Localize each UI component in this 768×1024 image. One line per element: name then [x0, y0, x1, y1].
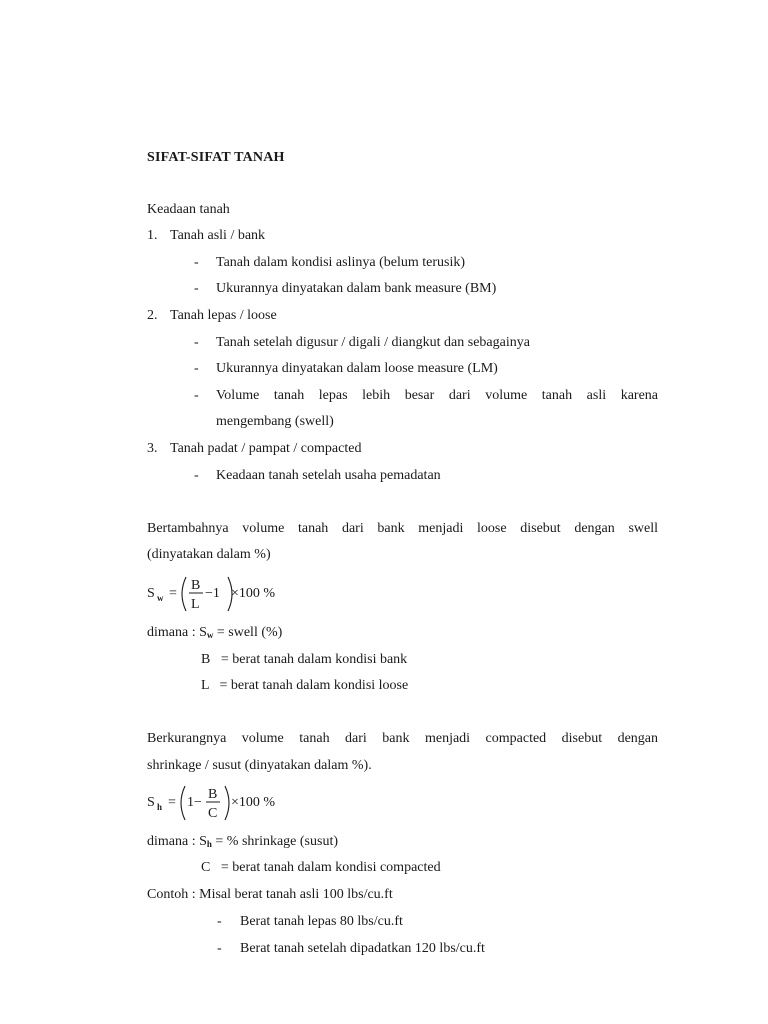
shrink-where-sub: h — [206, 839, 212, 849]
item-2-label: Tanah lepas / loose — [170, 308, 277, 323]
swell-formula-lhs: S — [147, 586, 155, 601]
bullet-dash: - — [194, 335, 199, 350]
swell-formula-equals: = — [169, 586, 177, 601]
swell-where-rest: = swell (%) — [213, 625, 283, 640]
shrink-formula-equals: = — [168, 795, 176, 810]
item-1-number: 1. — [147, 228, 158, 243]
shrink-formula-one-minus: 1− — [187, 795, 202, 810]
shrink-formula — [147, 783, 327, 823]
example-bullet-1: Berat tanah lepas 80 lbs/cu.ft — [240, 914, 403, 929]
bullet-dash: - — [217, 941, 222, 956]
bullet-dash: - — [194, 468, 199, 483]
shrink-formula-numerator: B — [208, 787, 218, 802]
swell-def-l: L = berat tanah dalam kondisi loose — [201, 678, 409, 693]
item-2-bullet-3-cont: mengembang (swell) — [216, 414, 334, 429]
swell-where-line — [147, 624, 282, 642]
shrink-formula-denominator: C — [208, 806, 218, 821]
item-3-number: 3. — [147, 441, 158, 456]
document-title: SIFAT-SIFAT TANAH — [147, 150, 285, 165]
bullet-dash: - — [217, 914, 222, 929]
shrink-where-line — [147, 833, 338, 851]
swell-formula-denominator: L — [191, 597, 200, 612]
item-2-number: 2. — [147, 308, 158, 323]
swell-formula-lhs-sub: w — [157, 593, 164, 603]
swell-paragraph-line-2: (dinyatakan dalam %) — [147, 547, 271, 562]
swell-formula-numerator: B — [191, 578, 201, 593]
shrink-formula-lhs: S — [147, 795, 155, 810]
shrink-paragraph-line-2: shrinkage / susut (dinyatakan dalam %). — [147, 758, 372, 773]
example-bullet-2: Berat tanah setelah dipadatkan 120 lbs/cu.ft — [240, 941, 485, 956]
shrink-paragraph-line-1: Berkurangnya volume tanah dari bank menjadi compacted disebut dengan — [147, 731, 658, 746]
item-3-bullet-1: Keadaan tanah setelah usaha pemadatan — [216, 468, 441, 483]
shrink-def-c: C = berat tanah dalam kondisi compacted — [201, 860, 441, 875]
swell-where-sub: w — [206, 630, 214, 640]
bullet-dash: - — [194, 361, 199, 376]
left-paren-icon — [181, 786, 185, 820]
item-3-label: Tanah padat / pampat / compacted — [170, 441, 362, 456]
swell-def-b: B = berat tanah dalam kondisi bank — [201, 652, 408, 667]
shrink-formula-tail: ×100 % — [231, 795, 276, 810]
shrink-formula-lhs-sub: h — [157, 802, 163, 812]
right-paren-icon — [225, 786, 229, 820]
shrink-where-rest: = % shrinkage (susut) — [211, 834, 339, 849]
item-1-bullet-1: Tanah dalam kondisi aslinya (belum terusik) — [216, 255, 466, 270]
bullet-dash: - — [194, 255, 199, 270]
item-2-bullet-3: Volume tanah lepas lebih besar dari volume tanah asli karena — [216, 388, 658, 403]
bullet-dash: - — [194, 281, 199, 296]
shrink-where-prefix: dimana : S — [147, 834, 207, 849]
left-paren-icon — [182, 577, 186, 611]
bullet-dash: - — [194, 388, 199, 403]
item-2-bullet-1: Tanah setelah digusur / digali / diangkut dan sebagainya — [216, 335, 530, 350]
swell-formula-tail: ×100 % — [231, 586, 276, 601]
item-2-bullet-2: Ukurannya dinyatakan dalam loose measure (LM) — [216, 361, 498, 376]
item-1-label: Tanah asli / bank — [170, 228, 266, 243]
intro-text: Keadaan tanah — [147, 202, 230, 217]
swell-where-prefix: dimana : S — [147, 625, 207, 640]
swell-paragraph-line-1: Bertambahnya volume tanah dari bank menjadi loose disebut dengan swell — [147, 521, 658, 536]
example-label: Contoh : Misal berat tanah asli 100 lbs/cu.ft — [147, 887, 393, 902]
item-1-bullet-2: Ukurannya dinyatakan dalam bank measure (BM) — [216, 281, 497, 296]
swell-formula — [147, 574, 327, 614]
swell-formula-minus-one: −1 — [205, 586, 220, 601]
